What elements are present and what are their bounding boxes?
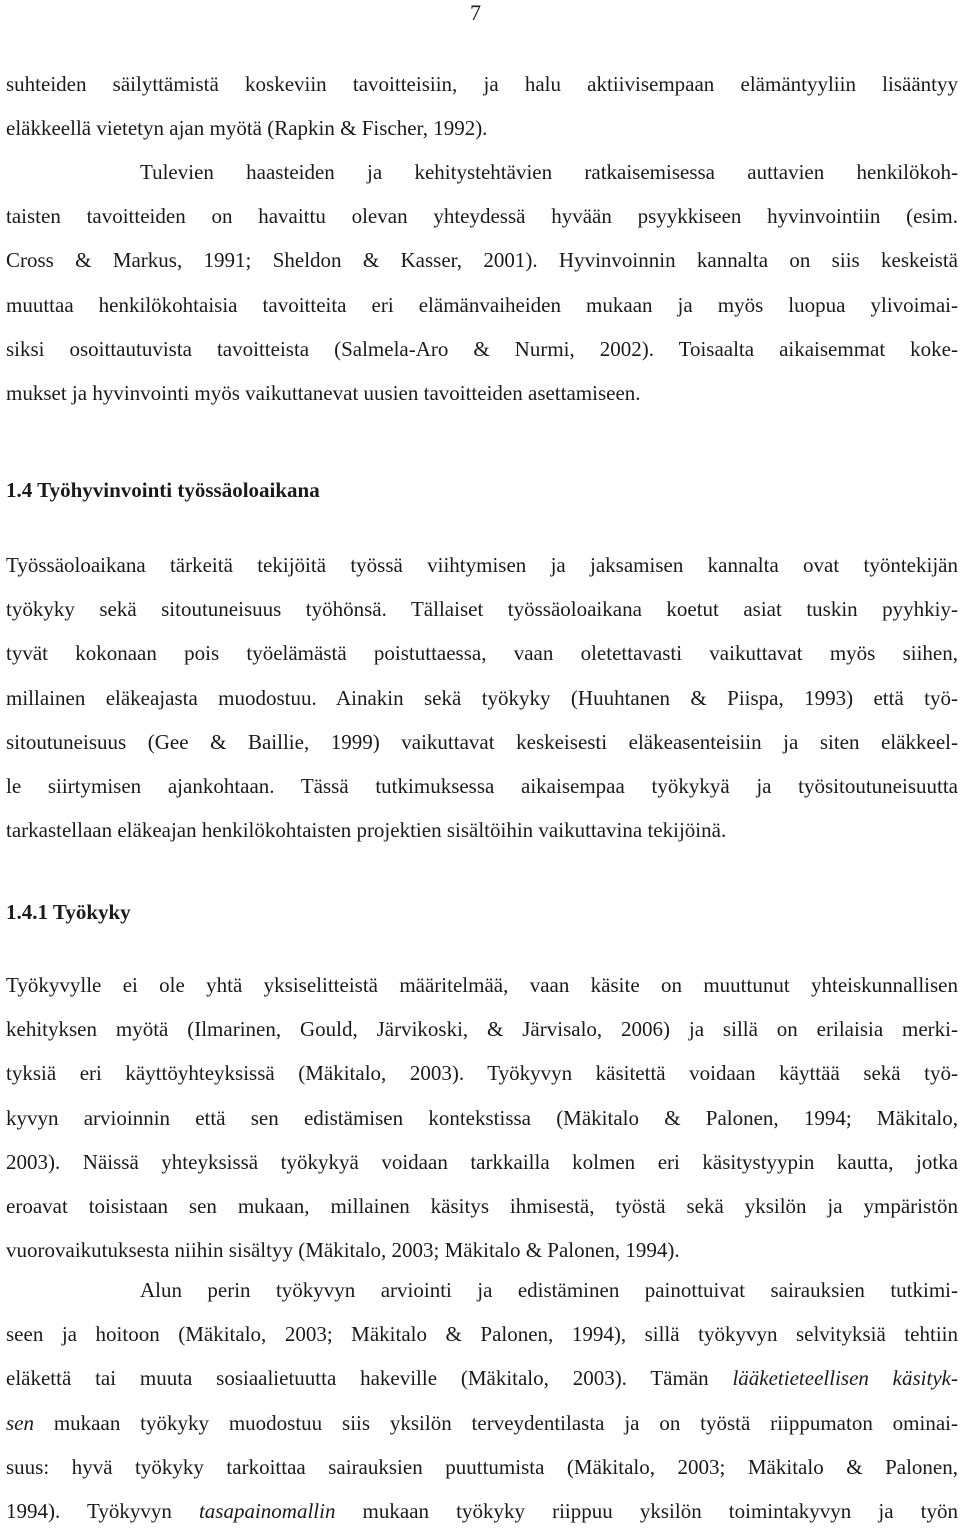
- text-line: taisten tavoitteiden on havaittu olevan yhteydessä hyvään psyykkiseen hyvinvointiin (esim.: [6, 204, 958, 229]
- text-line: [6, 1489, 958, 1533]
- text-line: [6, 1401, 958, 1445]
- text-line: suhteiden säilyttämistä koskeviin tavoitteisiin, ja halu aktiivisempaan elämäntyyliin lisääntyy: [6, 72, 958, 96]
- text-line: millainen eläkeajasta muodostuu. Ainakin sekä työkyky (Huuhtanen & Piispa, 1993) että työ-: [6, 685, 958, 710]
- text-line: Alun perin työkyvyn arviointi ja edistäminen painottuivat sairauksien tutkimi-: [140, 1278, 958, 1302]
- text-line: [6, 1356, 958, 1400]
- text-line: eroavat toisistaan sen mukaan, millainen käsitys ihmisestä, työstä sekä yksilön ja ympäristön: [6, 1194, 958, 1219]
- text-line: Cross & Markus, 1991; Sheldon & Kasser, 2001). Hyvinvoinnin kannalta on siis keskeistä: [6, 248, 958, 273]
- text-line: siksi osoittautuvista tavoitteista (Salmela-Aro & Nurmi, 2002). Toisaalta aikaisemmat koke-: [6, 336, 958, 361]
- text-line: suus: hyvä työkyky tarkoittaa sairauksien puuttumista (Mäkitalo, 2003; Mäkitalo & Palonen,: [6, 1454, 958, 1479]
- text-line: le siirtymisen ajankohtaan. Tässä tutkimuksessa aikaisempaa työkykyä ja työsitoutuneisuutta: [6, 774, 958, 799]
- text-line: mukset ja hyvinvointi myös vaikuttanevat uusien tavoitteiden asettamiseen.: [6, 381, 641, 406]
- paragraph-retirement-goals: [6, 62, 958, 150]
- text-line: muuttaa henkilökohtaisia tavoitteita eri elämänvaiheiden mukaan ja myös luopua ylivoimai-: [6, 292, 958, 317]
- text-line: Työkyvylle ei ole yhtä yksiselitteistä määritelmää, vaan käsite on muuttunut yhteiskunnallisen: [6, 973, 958, 997]
- subsection-heading: 1.4.1 Työkyky: [6, 900, 131, 924]
- text-line: eläkkeellä vietetyn ajan myötä (Rapkin & Fischer, 1992).: [6, 116, 488, 141]
- text-line: kehityksen myötä (Ilmarinen, Gould, Järvikoski, & Järvisalo, 2006) ja sillä on erilaisia merki-: [6, 1017, 958, 1042]
- page-number: 7: [470, 0, 481, 25]
- text-segment: mukaan työkyky riippuu yksilön toimintakyvyn ja työn: [335, 1499, 958, 1524]
- text-segment: 1994). Työkyvyn: [6, 1499, 199, 1524]
- text-line: Tulevien haasteiden ja kehitystehtävien ratkaisemisessa auttavien henkilökoh-: [140, 160, 958, 184]
- section-heading: 1.4 Työhyvinvointi työssäoloaikana: [6, 478, 320, 502]
- text-segment: mukaan työkyky muodostuu siis yksilön terveydentilasta ja on työstä riippumaton ominai-: [34, 1410, 958, 1435]
- text-line: tyksiä eri käyttöyhteyksissä (Mäkitalo, 2003). Työkyvyn käsitettä voidaan käyttää sekä työ-: [6, 1061, 958, 1086]
- text-line: tyvät kokonaan pois työelämästä poistuttaessa, vaan oletettavasti vaikuttavat myös siihen,: [6, 641, 958, 666]
- emphasized-term: lääketieteellisen käsityk-: [732, 1366, 958, 1391]
- text-line: vuorovaikutuksesta niihin sisältyy (Mäkitalo, 2003; Mäkitalo & Palonen, 1994).: [6, 1238, 680, 1263]
- paragraph-work-ability-definition: [6, 963, 958, 1272]
- paragraph-work-wellbeing: [6, 543, 958, 852]
- paragraph-personal-goals: [6, 150, 958, 415]
- paragraph-medical-model: [6, 1268, 958, 1533]
- text-line: sitoutuneisuus (Gee & Baillie, 1999) vaikuttavat keskeisesti eläkeasenteisiin ja siten eläkkeel-: [6, 729, 958, 754]
- emphasized-term: sen: [6, 1410, 34, 1435]
- text-line: Työssäoloaikana tärkeitä tekijöitä työssä viihtymisen ja jaksamisen kannalta ovat työntekijän: [6, 553, 958, 577]
- emphasized-term: tasapainomallin: [198, 1499, 336, 1524]
- text-segment: eläkettä tai muuta sosiaalietuutta hakeville (Mäkitalo, 2003). Tämän: [6, 1366, 733, 1391]
- text-line: työkyky sekä sitoutuneisuus työhönsä. Tällaiset työssäoloaikana koetut asiat tuskin pyyhkiy-: [6, 597, 958, 622]
- text-line: tarkastellaan eläkeajan henkilökohtaisten projektien sisältöihin vaikuttavina tekijöinä.: [6, 818, 727, 843]
- text-line: 2003). Näissä yhteyksissä työkykyä voidaan tarkkailla kolmen eri käsitystyypin kautta, jotka: [6, 1149, 958, 1174]
- text-line: kyvyn arvioinnin että sen edistämisen kontekstissa (Mäkitalo & Palonen, 1994; Mäkitalo,: [6, 1105, 958, 1130]
- text-line: seen ja hoitoon (Mäkitalo, 2003; Mäkitalo & Palonen, 1994), sillä työkyvyn selvityksiä tehtiin: [6, 1322, 958, 1347]
